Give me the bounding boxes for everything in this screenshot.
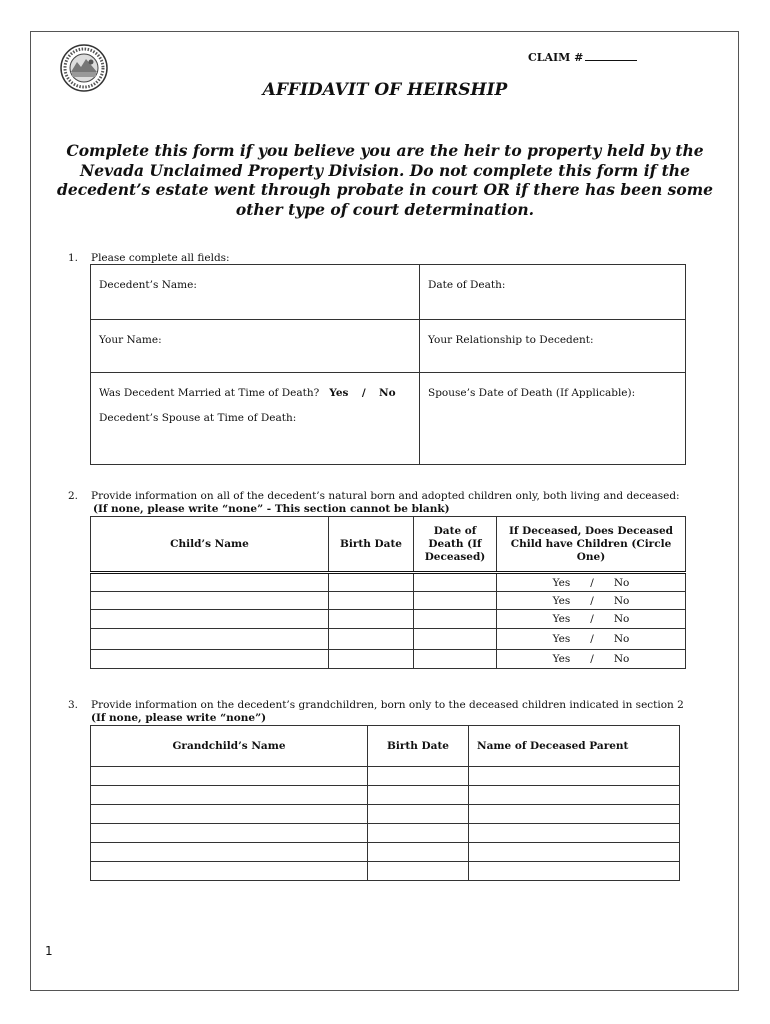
table-row — [91, 592, 686, 610]
parent-name-cell[interactable] — [469, 786, 680, 805]
grandchild-name-cell[interactable] — [91, 824, 368, 843]
yes-no-option[interactable]: Yes / No — [497, 629, 686, 650]
claim-number-field[interactable] — [528, 50, 637, 64]
yes-no-option[interactable]: Yes / No — [497, 573, 686, 592]
birth-date-cell[interactable] — [368, 805, 469, 824]
death-date-cell[interactable] — [414, 610, 497, 629]
child-name-cell[interactable] — [91, 592, 329, 610]
col-birth-date: Birth Date — [329, 517, 414, 573]
section3-number: 3. — [68, 699, 79, 711]
section3-note: (If none, please write “none”) — [91, 712, 267, 724]
decedent-name-label: Decedent’s Name: — [99, 279, 197, 291]
birth-date-cell[interactable] — [368, 786, 469, 805]
your-name-label: Your Name: — [99, 334, 162, 346]
yes-no-option[interactable]: Yes / No — [497, 610, 686, 629]
birth-date-cell[interactable] — [329, 650, 414, 669]
table-row — [91, 824, 680, 843]
col-deceased-parent: Name of Deceased Parent — [469, 726, 680, 767]
child-name-cell[interactable] — [91, 610, 329, 629]
death-date-cell[interactable] — [414, 573, 497, 592]
intro-text: Complete this form if you believe you are the heir to property held by the Nevada Unclaimed Property Division. Do not complete this form if the decedent’s estate went through probate in court OR if there has been some other type of court determination. — [57, 141, 713, 219]
parent-name-cell[interactable] — [469, 767, 680, 786]
col-date-of-death: Date of Death (If Deceased) — [414, 517, 497, 573]
spouse-dod-label: Spouse’s Date of Death (If Applicable): — [428, 387, 636, 399]
relationship-cell[interactable] — [420, 320, 686, 373]
section1-number: 1. — [68, 252, 79, 264]
form-title: AFFIDAVIT OF HEIRSHIP — [262, 80, 508, 100]
grandchild-name-cell[interactable] — [91, 786, 368, 805]
child-name-cell[interactable] — [91, 573, 329, 592]
table-row — [91, 629, 686, 650]
col-grandchild-name: Grandchild’s Name — [91, 726, 368, 767]
claim-number-line[interactable] — [585, 50, 637, 61]
death-date-cell[interactable] — [414, 592, 497, 610]
table-row — [91, 786, 680, 805]
decedent-name-cell[interactable] — [91, 265, 420, 320]
children-table — [90, 516, 686, 669]
decedent-info-table — [90, 264, 686, 465]
birth-date-cell[interactable] — [368, 862, 469, 881]
spouse-dod-cell[interactable] — [420, 373, 686, 465]
col-birth-date: Birth Date — [368, 726, 469, 767]
birth-date-cell[interactable] — [368, 767, 469, 786]
claim-label: CLAIM # — [528, 51, 584, 64]
your-name-cell[interactable] — [91, 320, 420, 373]
death-date-cell[interactable] — [414, 650, 497, 669]
relationship-label: Your Relationship to Decedent: — [428, 334, 594, 346]
col-has-children: If Deceased, Does Deceased Child have Children (Circle One) — [497, 517, 686, 573]
yes-no-option[interactable]: Yes / No — [497, 592, 686, 610]
table-row — [91, 650, 686, 669]
section3-instruction: Provide information on the decedent’s grandchildren, born only to the deceased children indicated in section 2 — [91, 699, 684, 711]
table-row — [91, 805, 680, 824]
married-no-option[interactable]: No — [379, 387, 396, 399]
table-row — [91, 843, 680, 862]
table-row — [91, 862, 680, 881]
death-date-cell[interactable] — [414, 629, 497, 650]
col-child-name: Child’s Name — [91, 517, 329, 573]
table-row — [91, 573, 686, 592]
table-row — [91, 610, 686, 629]
spouse-name-label: Decedent’s Spouse at Time of Death: — [99, 412, 297, 424]
section1-instruction: Please complete all fields: — [91, 252, 230, 264]
birth-date-cell[interactable] — [368, 843, 469, 862]
grandchildren-table — [90, 725, 680, 881]
date-of-death-label: Date of Death: — [428, 279, 506, 291]
birth-date-cell[interactable] — [329, 610, 414, 629]
parent-name-cell[interactable] — [469, 805, 680, 824]
married-separator: / — [361, 387, 366, 399]
grandchild-name-cell[interactable] — [91, 805, 368, 824]
table-row — [91, 767, 680, 786]
page-number: 1 — [45, 944, 53, 958]
married-yes-option[interactable]: Yes — [329, 387, 349, 399]
child-name-cell[interactable] — [91, 650, 329, 669]
parent-name-cell[interactable] — [469, 824, 680, 843]
child-name-cell[interactable] — [91, 629, 329, 650]
birth-date-cell[interactable] — [329, 592, 414, 610]
yes-no-option[interactable]: Yes / No — [497, 650, 686, 669]
birth-date-cell[interactable] — [329, 629, 414, 650]
parent-name-cell[interactable] — [469, 843, 680, 862]
date-of-death-cell[interactable] — [420, 265, 686, 320]
section2-instruction: Provide information on all of the decedent’s natural born and adopted children only, both living and deceased: — [91, 490, 680, 502]
section2-number: 2. — [68, 490, 79, 502]
married-cell[interactable] — [91, 373, 420, 465]
grandchild-name-cell[interactable] — [91, 862, 368, 881]
section2-note: (If none, please write “none” - This section cannot be blank) — [93, 503, 450, 515]
grandchild-name-cell[interactable] — [91, 843, 368, 862]
grandchild-name-cell[interactable] — [91, 767, 368, 786]
birth-date-cell[interactable] — [368, 824, 469, 843]
birth-date-cell[interactable] — [329, 573, 414, 592]
parent-name-cell[interactable] — [469, 862, 680, 881]
married-question: Was Decedent Married at Time of Death? — [99, 387, 320, 399]
